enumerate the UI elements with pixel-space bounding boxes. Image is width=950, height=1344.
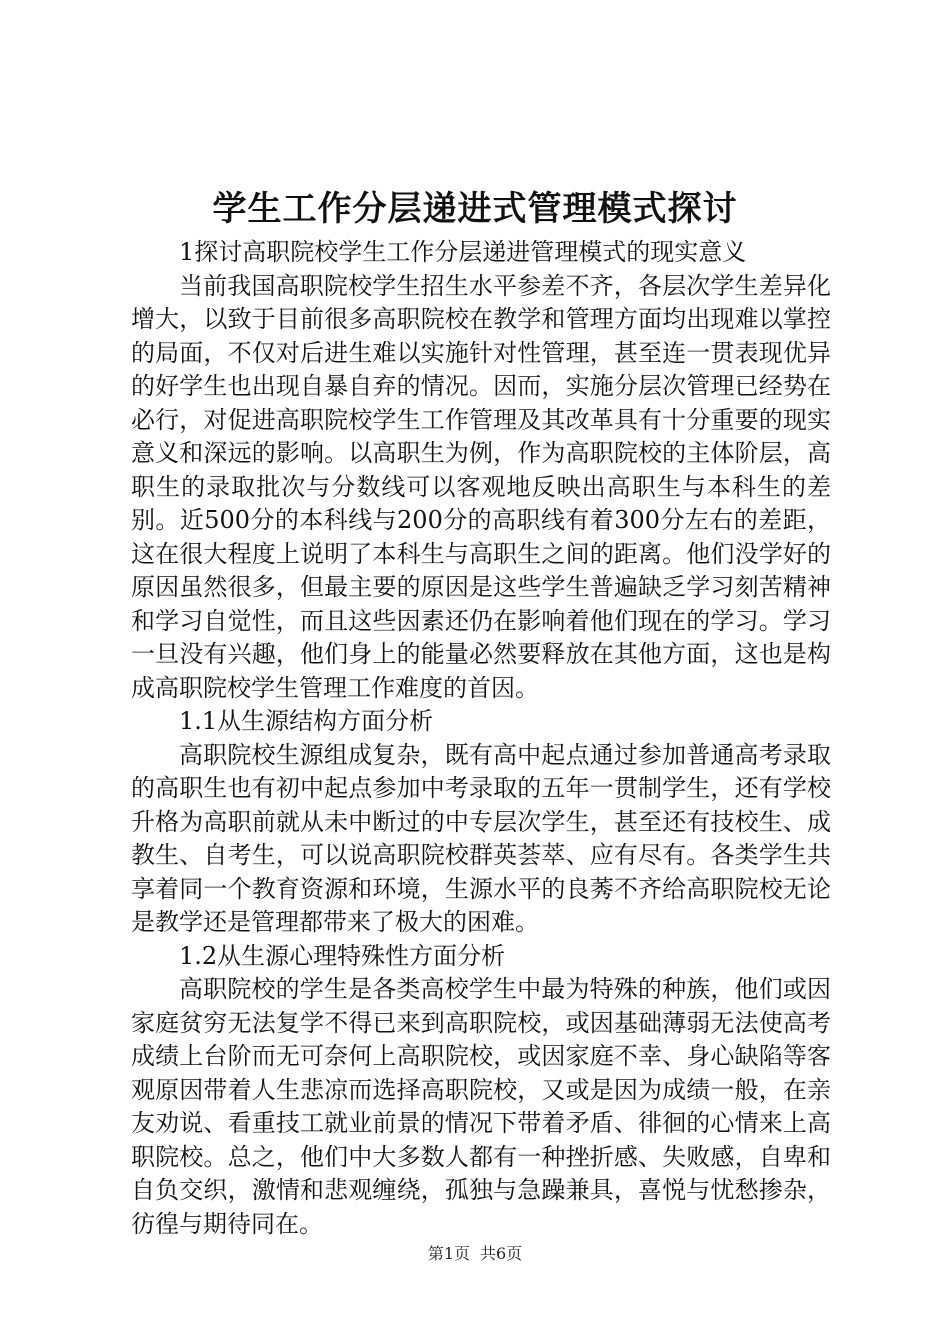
paragraph-1: 当前我国高职院校学生招生水平参差不齐，各层次学生差异化增大，以致于目前很多高职院校在教学和管理方面均出现难以掌控的局面，不仅对后进生难以实施针对性管理，甚至连一贯表现优异的好学生也出现自暴自弃的情况。因而，实施分层次管理已经势在必行，对促进高职院校学生工作管理及其改革具有十分重要的现实意义和深远的影响。以高职生为例，作为高职院校的主体阶层，高职生的录取批次与分数线可以客观地反映出高职生与本科生的差别。近500分的本科线与200分的高职线有着300分左右的差距，这在很大程度上说明了本科生与高职生之间的距离。他们没学好的原因虽然很多，但最主要的原因是这些学生普遍缺乏学习刻苦精神和学习自觉性，而且这些因素还仍在影响着他们现在的学习。学习一旦没有兴趣，他们身上的能量必然要释放在其他方面，这也是构成高职院校学生管理工作难度的首因。 <box>131 271 831 702</box>
paragraph-2: 高职院校生源组成复杂，既有高中起点通过参加普通高考录取的高职生也有初中起点参加中考录取的五年一贯制学生，还有学校升格为高职前就从未中断过的中专层次学生，甚至还有技校生、成教生、自考生，可以说高职院校群英荟萃、应有尽有。各类学生共享着同一个教育资源和环境，生源水平的良莠不齐给高职院校无论是教学还是管理都带来了极大的困难。 <box>131 740 831 936</box>
page-footer <box>0 1242 950 1266</box>
section-heading-1-1: 1.1从生源结构方面分析 <box>179 707 434 735</box>
section-heading-1: 1探讨高职院校学生工作分层递进管理模式的现实意义 <box>179 238 747 266</box>
page-number: 第1页 <box>427 1244 470 1263</box>
document-title: 学生工作分层递进式管理模式探讨 <box>212 189 738 229</box>
document-body <box>131 236 831 1241</box>
page-total: 共6页 <box>480 1244 523 1263</box>
paragraph-3: 高职院校的学生是各类高校学生中最为特殊的种族，他们或因家庭贫穷无法复学不得已来到高职院校，或因基础薄弱无法使高考成绩上台阶而无可奈何上高职院校，或因家庭不幸、身心缺陷等客观原因带着人生悲凉而选择高职院校，又或是因为成绩一般，在亲友劝说、看重技工就业前景的情况下带着矛盾、徘徊的心情来上高职院校。总之，他们中大多数人都有一种挫折感、失败感，自卑和自负交织，激情和悲观缠绕，孤独与急躁兼具，喜悦与忧愁掺杂，彷徨与期待同在。 <box>131 975 831 1238</box>
section-heading-1-2: 1.2从生源心理特殊性方面分析 <box>179 941 506 970</box>
